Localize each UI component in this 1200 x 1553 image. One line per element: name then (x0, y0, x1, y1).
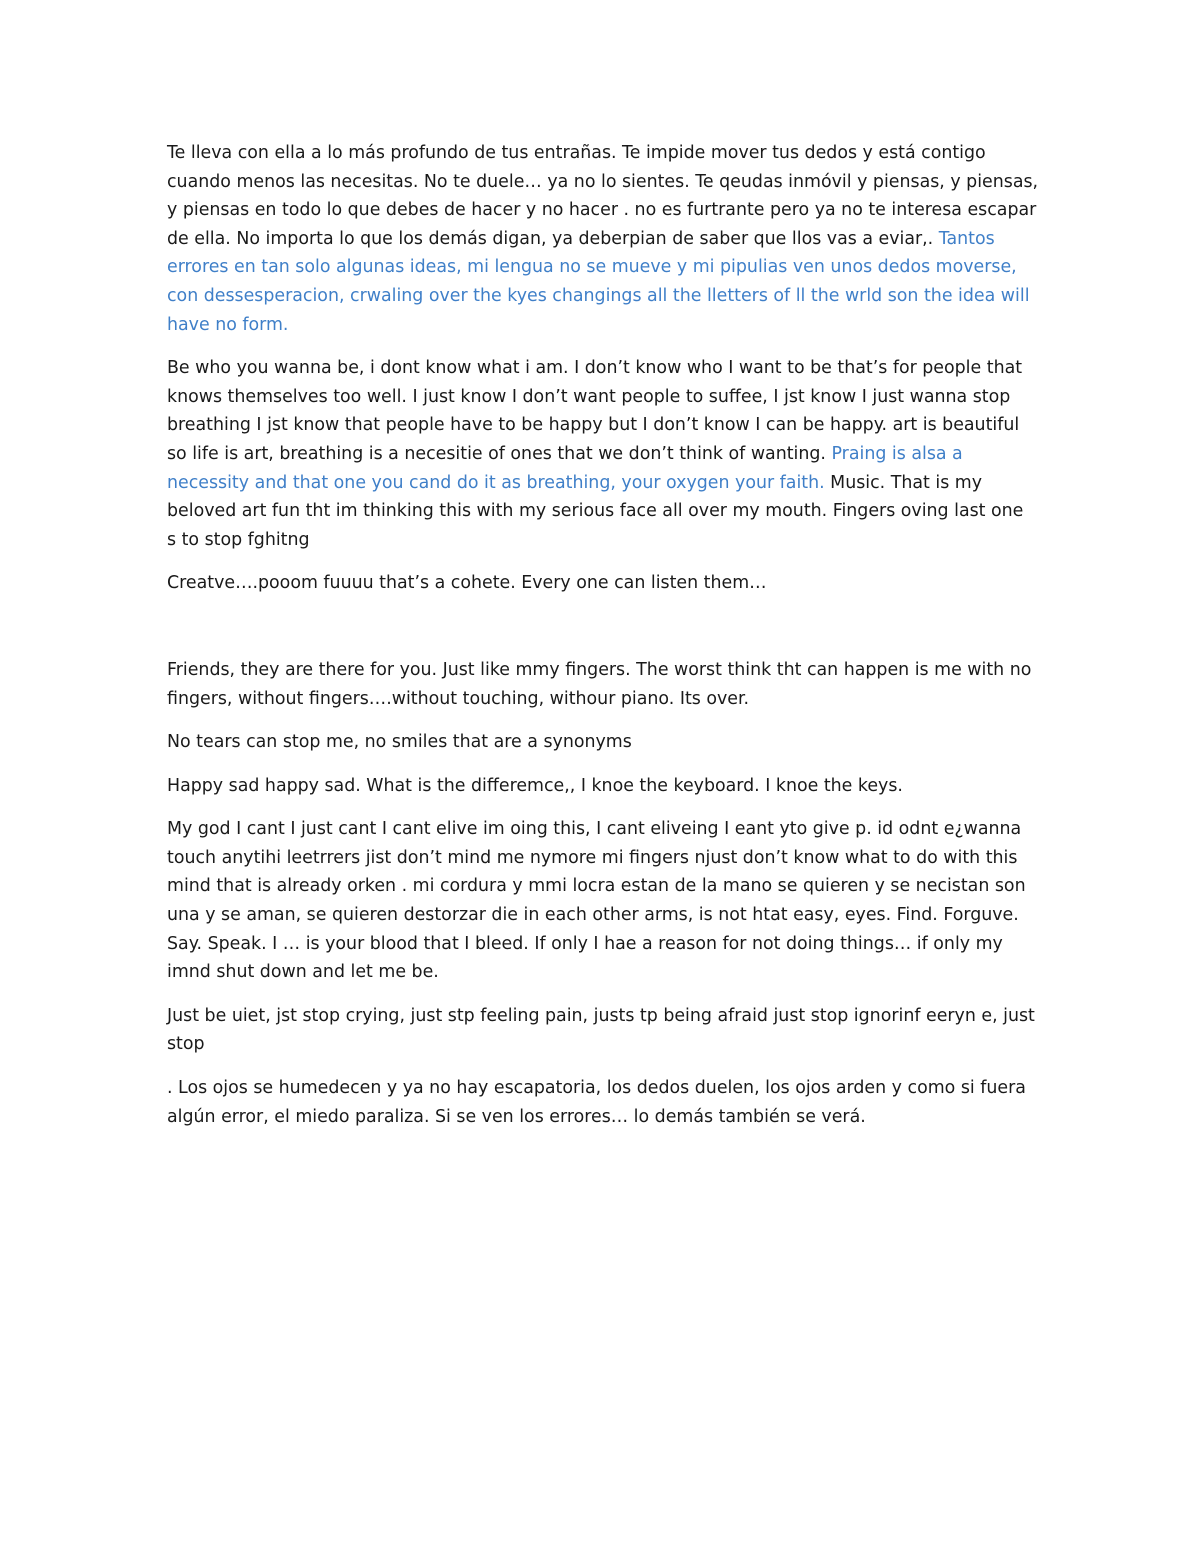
text-line (167, 497, 1037, 526)
text-line (167, 1030, 1037, 1059)
text-line (167, 168, 1037, 197)
paragraph (167, 354, 1037, 554)
text-line (167, 872, 1037, 901)
text-run: y piensas en todo lo que debes de hacer y no hacer . no es furtrante pero ya no te interesa escapar (167, 200, 1037, 221)
highlighted-text-run: Praing is alsa a (831, 443, 963, 464)
text-line (167, 440, 1037, 469)
text-line (167, 311, 1037, 340)
text-line (167, 772, 1037, 801)
text-run: Just be uiet, jst stop crying, just stp feeling pain, justs tp being afraid just stop ignorinf eeryn e, just (167, 1005, 1035, 1026)
text-run: Happy sad happy sad. What is the differemce,, I knoe the keyboard. I knoe the keys. (167, 775, 903, 796)
text-run: una y se aman, se quieren destorzar die in each other arms, is not htat easy, eyes. Find. Forguve. (167, 905, 1019, 926)
text-line (167, 282, 1037, 311)
text-line (167, 253, 1037, 282)
text-line (167, 958, 1037, 987)
paragraph-spacer (167, 613, 1037, 656)
highlighted-text-run: have no form. (167, 314, 289, 335)
text-line (167, 844, 1037, 873)
highlighted-text-run: con dessesperacion, crwaling over the kyes changings all the lletters of ll the wrld son the idea will (167, 285, 1030, 306)
highlighted-text-run: errores en tan solo algunas ideas, mi lengua no se mueve y mi pipulias ven unos dedos moverse, (167, 257, 1017, 278)
paragraph (167, 728, 1037, 757)
text-line (167, 569, 1037, 598)
text-run: breathing I jst know that people have to be happy but I don’t know I can be happy. art is beautiful (167, 415, 1020, 436)
text-run: fingers, without fingers….without touching, withour piano. Its over. (167, 688, 750, 709)
paragraph (167, 772, 1037, 801)
text-run: cuando menos las necesitas. No te duele… ya no lo sientes. Te qeudas inmóvil y piensas, y piensas, (167, 171, 1039, 192)
text-run: s to stop fghitng (167, 529, 310, 550)
paragraph (167, 1074, 1037, 1131)
text-run: . Los ojos se humedecen y ya no hay escapatoria, los dedos duelen, los ojos arden y como si fuera (167, 1078, 1026, 1099)
text-run: Music. That is my (824, 472, 983, 493)
text-line (167, 815, 1037, 844)
text-run: Creatve….pooom fuuuu that’s a cohete. Every one can listen them… (167, 573, 767, 594)
text-run: Te lleva con ella a lo más profundo de tus entrañas. Te impide mover tus dedos y está contigo (167, 143, 986, 163)
text-run: knows themselves too well. I just know I don’t want people to suffee, I jst know I just wanna stop (167, 386, 1011, 407)
highlighted-text-run: Tantos (938, 228, 995, 249)
text-line (167, 930, 1037, 959)
text-line (167, 411, 1037, 440)
text-line (167, 656, 1037, 685)
text-line (167, 354, 1037, 383)
text-line (167, 1103, 1037, 1132)
text-run: No tears can stop me, no smiles that are a synonyms (167, 732, 632, 753)
text-line (167, 526, 1037, 555)
paragraph (167, 569, 1037, 598)
text-run: Be who you wanna be, i dont know what i am. I don’t know who I want to be that’s for people that (167, 358, 1023, 379)
text-line (167, 139, 1037, 168)
text-run: Friends, they are there for you. Just like mmy fingers. The worst think tht can happen is me with no (167, 659, 1032, 680)
text-run: imnd shut down and let me be. (167, 962, 439, 983)
text-line (167, 685, 1037, 714)
text-run: beloved art fun tht im thinking this with my serious face all over my mouth. Fingers oving last one (167, 501, 1024, 522)
text-line (167, 383, 1037, 412)
text-line (167, 728, 1037, 757)
paragraph (167, 139, 1037, 339)
text-line (167, 469, 1037, 498)
paragraph (167, 656, 1037, 713)
text-run: stop (167, 1034, 205, 1055)
paragraph (167, 1002, 1037, 1059)
text-run: algún error, el miedo paraliza. Si se ven los errores… lo demás también se verá. (167, 1106, 866, 1127)
text-run: touch anytihi leetrrers jist don’t mind me nymore mi fingers njust don’t know what to do with this (167, 847, 1018, 868)
text-line (167, 196, 1037, 225)
text-run: de ella. No importa lo que los demás digan, ya deberpian de saber que llos vas a eviar,. (167, 228, 939, 249)
text-run: Say. Speak. I … is your blood that I bleed. If only I hae a reason for not doing things… if only my (167, 933, 1003, 954)
text-run: mind that is already orken . mi cordura y mmi locra estan de la mano se quieren y se necistan son (167, 876, 1026, 897)
text-run: so life is art, breathing is a necesitie of ones that we don’t think of wanting. (167, 443, 832, 464)
text-line (167, 225, 1037, 254)
paragraph (167, 815, 1037, 987)
text-line (167, 1002, 1037, 1031)
text-run: My god I cant I just cant I cant elive im oing this, I cant eliveing I eant yto give p. id odnt e¿wanna (167, 819, 1022, 840)
text-line (167, 1074, 1037, 1103)
text-line (167, 901, 1037, 930)
highlighted-text-run: necessity and that one you cand do it as breathing, your oxygen your faith. (167, 472, 825, 493)
document-body (167, 139, 1037, 1146)
